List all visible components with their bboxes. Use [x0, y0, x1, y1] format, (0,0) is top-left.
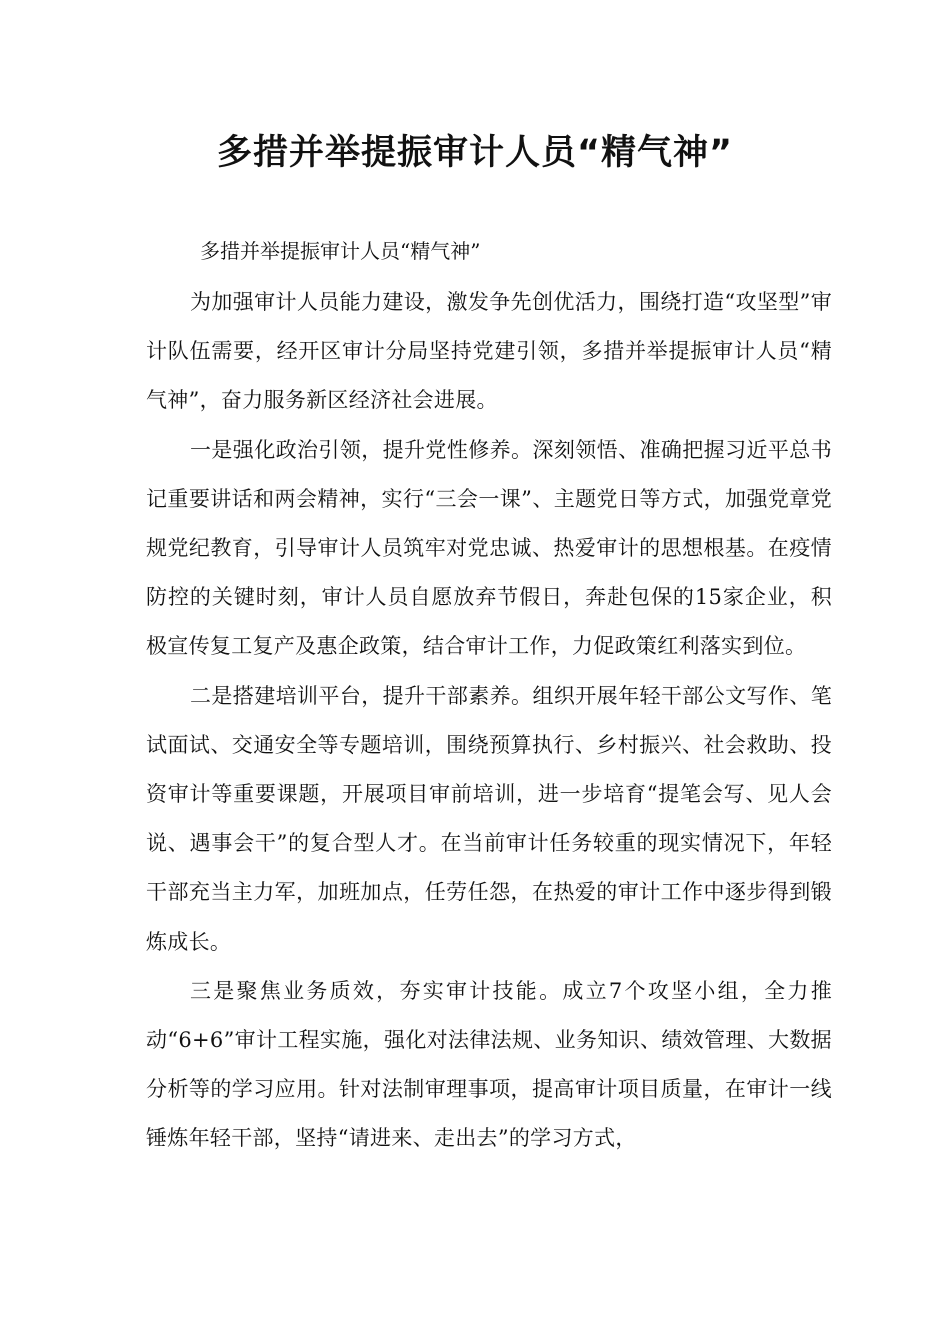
paragraph-intro: 为加强审计人员能力建设，激发争先创优活力，围绕打造“攻坚型”审计队伍需要，经开区审计分局坚持党建引领，多措并举提振审计人员“精气神”，奋力服务新区经济社会进展。 — [146, 290, 832, 413]
paragraph-training-platform: 二是搭建培训平台，提升干部素养。组织开展年轻干部公文写作、笔试面试、交通安全等专题培训，围绕预算执行、乡村振兴、社会救助、投资审计等重要课题，开展项目审前培训，进一步培育“提笔会写、见人会说、遇事会干”的复合型人才。在当前审计任务较重的现实情况下，年轻干部充当主力军，加班加点，任劳任怨，在热爱的审计工作中逐步得到锻炼成长。 — [146, 683, 832, 954]
paragraph-political-guidance: 一是强化政治引领，提升党性修养。深刻领悟、准确把握习近平总书记重要讲话和两会精神，实行“三会一课”、主题党日等方式，加强党章党规党纪教育，引导审计人员筑牢对党忠诚、热爱审计的思想根基。在疫情防控的关键时刻，审计人员自愿放弃节假日，奔赴包保的15家企业，积极宣传复工复产及惠企政策，结合审计工作，力促政策红利落实到位。 — [146, 437, 832, 659]
document-title: 多措并举提振审计人员“精气神” — [216, 133, 733, 173]
document-body — [146, 278, 832, 1164]
document-subtitle: 多措并举提振审计人员“精气神” — [200, 239, 481, 263]
paragraph-business-quality: 三是聚焦业务质效，夯实审计技能。成立7个攻坚小组，全力推动“6+6”审计工程实施，强化对法律法规、业务知识、绩效管理、大数据分析等的学习应用。针对法制审理事项，提高审计项目质量，在审计一线锤炼年轻干部，坚持“请进来、走出去”的学习方式， — [146, 978, 832, 1151]
